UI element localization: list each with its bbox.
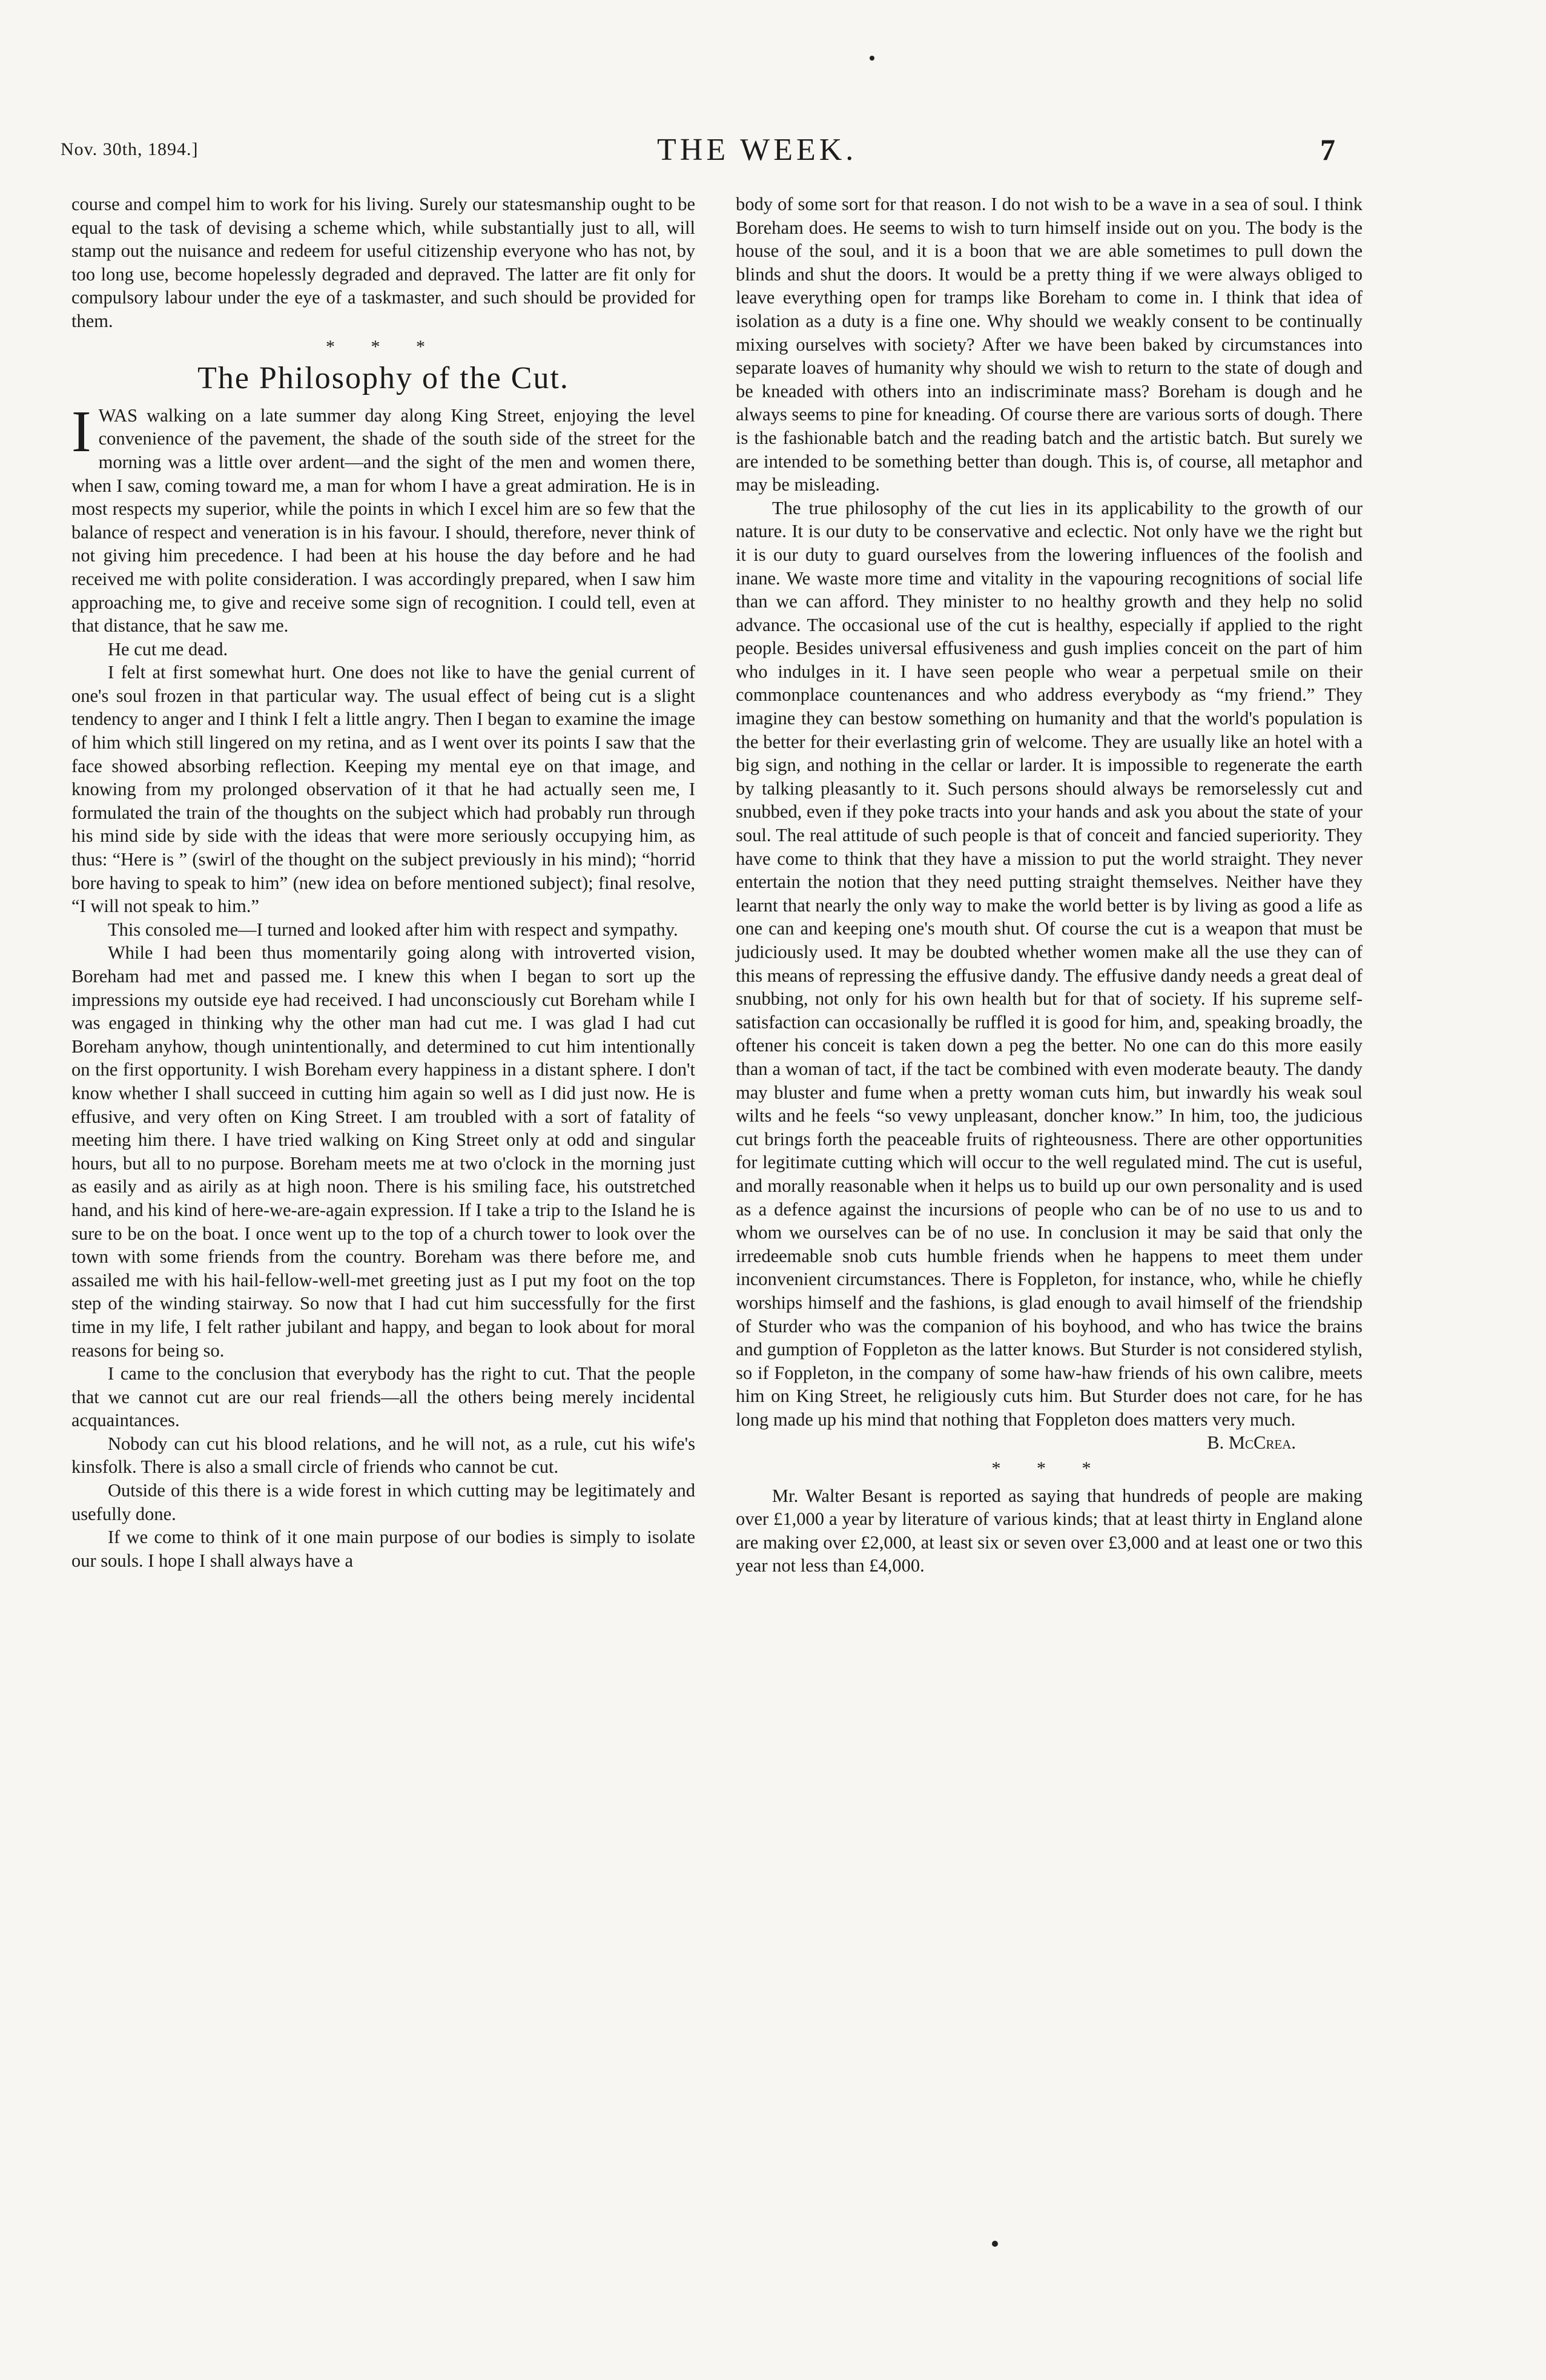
article-paragraph: While I had been thus momentarily going along with introverted vision, Boreham had met and passed me. I knew this when I began to sort up the impressions my outside eye had received. I had unconsciously cut Boreham while I was engaged in thinking why the other man had cut me. I was glad I had cut Boreham anyhow, though unintentionally, and determined to cut him intentionally on the first opportunity. I wish Boreham every happiness in a distant sphere. I don't know whether I shall succeed in cutting him again so well as I did just now. He is effusive, and very often on King Street. I am troubled with a sort of fatality of meeting him there. I have tried walking on King Street only at odd and singular hours, but all to no purpose. Boreham meets me at two o'clock in the morning just as easily and as airily as at high noon. There is his smiling face, his outstretched hand, and his kind of here-we-are-again expression. If I take a trip to the Island he is sure to be on the boat. I once went up to the top of a church tower to look over the town with some friends from the country. Boreham was there before me, and assailed me with his hail-fellow-well-met greeting just as I put my foot on the top step of the winding stairway. So now that I had cut him successfully for the first time in my life, I felt rather jubilant and happy, and began to look about for moral reasons for being so. bbox=[71, 942, 695, 1361]
intro-paragraph: course and compel him to work for his living. Surely our statesmanship ought to be equal to the task of devising a scheme which, while substantially just to all, will stamp out the nuisance and redeem for useful citizenship everyone who has not, by too long use, become hopelessly degraded and depraved. The latter are fit only for compulsory labour under the eye of a taskmaster, and such should be provided for them. bbox=[71, 194, 695, 331]
article-paragraph: If we come to think of it one main purpose of our bodies is simply to isolate our souls. I hope I shall always have a bbox=[71, 1527, 695, 1571]
article-paragraph: He cut me dead. bbox=[108, 638, 228, 659]
page-header bbox=[61, 132, 1335, 168]
issue-date: Nov. 30th, 1894.] bbox=[61, 139, 199, 159]
article-paragraph bbox=[71, 398, 695, 638]
print-speck bbox=[992, 2241, 998, 2247]
news-note-paragraph: Mr. Walter Besant is reported as saying that hundreds of people are making over £1,000 a year by literature of various kinds; that at least thirty in England alone are making over £2,000, at least six or seven over £3,000 and at least one or two this year not less than £4,000. bbox=[736, 1485, 1363, 1576]
article-paragraph: Nobody can cut his blood relations, and he will not, as a rule, cut his wife's kinsfolk. There is also a small circle of friends who cannot be cut. bbox=[71, 1433, 695, 1478]
article-paragraph: Outside of this there is a wide forest in which cutting may be legitimately and usefully done. bbox=[71, 1480, 695, 1524]
left-column bbox=[71, 193, 695, 1572]
article-paragraph: body of some sort for that reason. I do not wish to be a wave in a sea of soul. I think Boreham does. He seems to wish to turn himself inside out on you. The body is the house of the soul, and it is a boon that we are able sometimes to pull down the blinds and shut the doors. It would be a pretty thing if we were always obliged to leave everything open for tramps like Boreham to come in. I think that idea of isolation as a duty is a fine one. Why should we weakly consent to be continually mixing ourselves with society? After we have been baked by circumstances into separate loaves of humanity why should we wish to return to the state of dough and be kneaded with others into an indiscriminate mass? Boreham is dough and he always seems to pine for kneading. Of course there are various sorts of dough. There is the fashionable batch and the reading batch and the artistic batch. But surely we are intended to be something better than dough. This is, of course, all metaphor and may be misleading. bbox=[736, 194, 1363, 495]
print-speck bbox=[870, 56, 874, 61]
article-title: The Philosophy of the Cut. bbox=[197, 361, 569, 396]
article-paragraph: This consoled me—I turned and looked after him with respect and sympathy. bbox=[108, 919, 678, 940]
article-paragraph: The true philosophy of the cut lies in its applicability to the growth of our nature. It is our duty to be conservative and eclectic. Not only have we the right but it is our duty to guard ourselves from the lowering influences of the foolish and inane. We waste more time and vitality in the vapouring recognitions of social life than we can afford. They minister to no healthy growth and they help no solid advance. The occasional use of the cut is healthy, especially if applied to the right people. Besides universal effusiveness and gush implies conceit on the part of him who indulges in it. I have seen people who wear a perpetual smile on their commonplace countenances and who address everybody as “my friend.” They imagine they can bestow something on humanity and that the world's population is the better for their everlasting grin of welcome. They are usually like an hotel with a big sign, and nothing in the cellar or larder. It is impossible to regenerate the earth by talking pleasantly to it. Such persons should always be remorselessly cut and snubbed, even if they poke tracts into your hands and ask you about the state of your soul. The real attitude of such people is that of conceit and fancied superiority. They have come to think that they have a mission to put the world straight. They never entertain the notion that they need putting straight themselves. Neither have they learnt that nearly the only way to make the world better is by living as good a life as one can and keeping one's mouth shut. Of course the cut is a weapon that must be judiciously used. It may be doubted whether women make all the use they can of this means of repressing the effusive dandy. The effusive dandy needs a great deal of snubbing, not only for his own health but for that of society. If his supreme self-satisfaction can occasionally be ruffled it is good for him, and, speaking broadly, the oftener his conceit is taken down a peg the better. No one can do this more easily than a woman of tact, if the tact be combined with even moderate beauty. The dandy may bluster and fume when a pretty woman cuts him, but inwardly his weak soul wilts and he feels “so vewy unpleasant, doncher know.” In him, too, the judicious cut brings forth the peaceable fruits of righteousness. There are other opportunities for legitimate cutting which will occur to the well regulated mind. The cut is useful, and morally reasonable when it helps us to build up our own personality and is used as a defence against the incursions of people who can be of no use to us and to whom we ourselves can be of no use. In conclusion it may be said that only the irredeemable snob cuts humble friends when he happens to meet them under inconvenient circumstances. There is Foppleton, for instance, who, while he chiefly worships himself and the fashions, is glad enough to avail himself of the friendship of Sturder who was the companion of his boyhood, and who has twice the brains and gumption of Foppleton as the latter knows. But Sturder is not considered stylish, so if Foppleton, in the company of some haw-haw friends of his own calibre, meets him on King Street, he religiously cuts him. But Sturder does not care, for he has long made up his mind that nothing that Foppleton does matters very much. bbox=[736, 497, 1363, 1430]
author-byline: B. McCrea. bbox=[1207, 1432, 1296, 1453]
drop-cap: I bbox=[71, 398, 91, 464]
page-number: 7 bbox=[1320, 133, 1335, 167]
masthead-title: THE WEEK. bbox=[657, 133, 857, 167]
article-paragraph: I felt at first somewhat hurt. One does not like to have the genial current of one's soul frozen in that particular way. The usual effect of being cut is a slight tendency to anger and I think I felt a little angry. Then I began to examine the image of him which still lingered on my retina, and as I went over its points I saw that the face showed absorbing reflection. Keeping my mental eye on that image, and knowing from my prolonged observation of it that he had actually seen me, I formulated the train of the thoughts on the subject which had probably run through his mind side by side with the ideas that were more seriously occupying him, as thus: “Here is ” (swirl of the thought on the subject previously in his mind); “horrid bore having to speak to him” (new idea on before mentioned subject); final resolve, “I will not speak to him.” bbox=[71, 662, 695, 917]
section-divider-stars: * * * bbox=[326, 336, 441, 357]
section-divider-stars: * * * bbox=[991, 1458, 1107, 1479]
right-column bbox=[736, 193, 1363, 1578]
article-paragraph-text: WAS walking on a late summer day along King Street, enjoying the level convenience of the pavement, the shade of the south side of the street for the morning was a little over ardent—and the sight of the men and women there, when I saw, coming toward me, a man for whom I have a great admiration. He is in most respects my superior, while the points in which I excel him are so few that the balance of respect and veneration is in his favour. I should, therefore, never think of not giving him precedence. I had been at his house the day before and he had received me with polite consideration. I was accordingly prepared, when I saw him approaching me, to give and receive some sign of recognition. I could tell, even at that distance, that he saw me. bbox=[71, 405, 695, 636]
article-paragraph: I came to the conclusion that everybody has the right to cut. That the people that we cannot cut are our real friends—all the others being merely incidental acquaintances. bbox=[71, 1363, 695, 1431]
